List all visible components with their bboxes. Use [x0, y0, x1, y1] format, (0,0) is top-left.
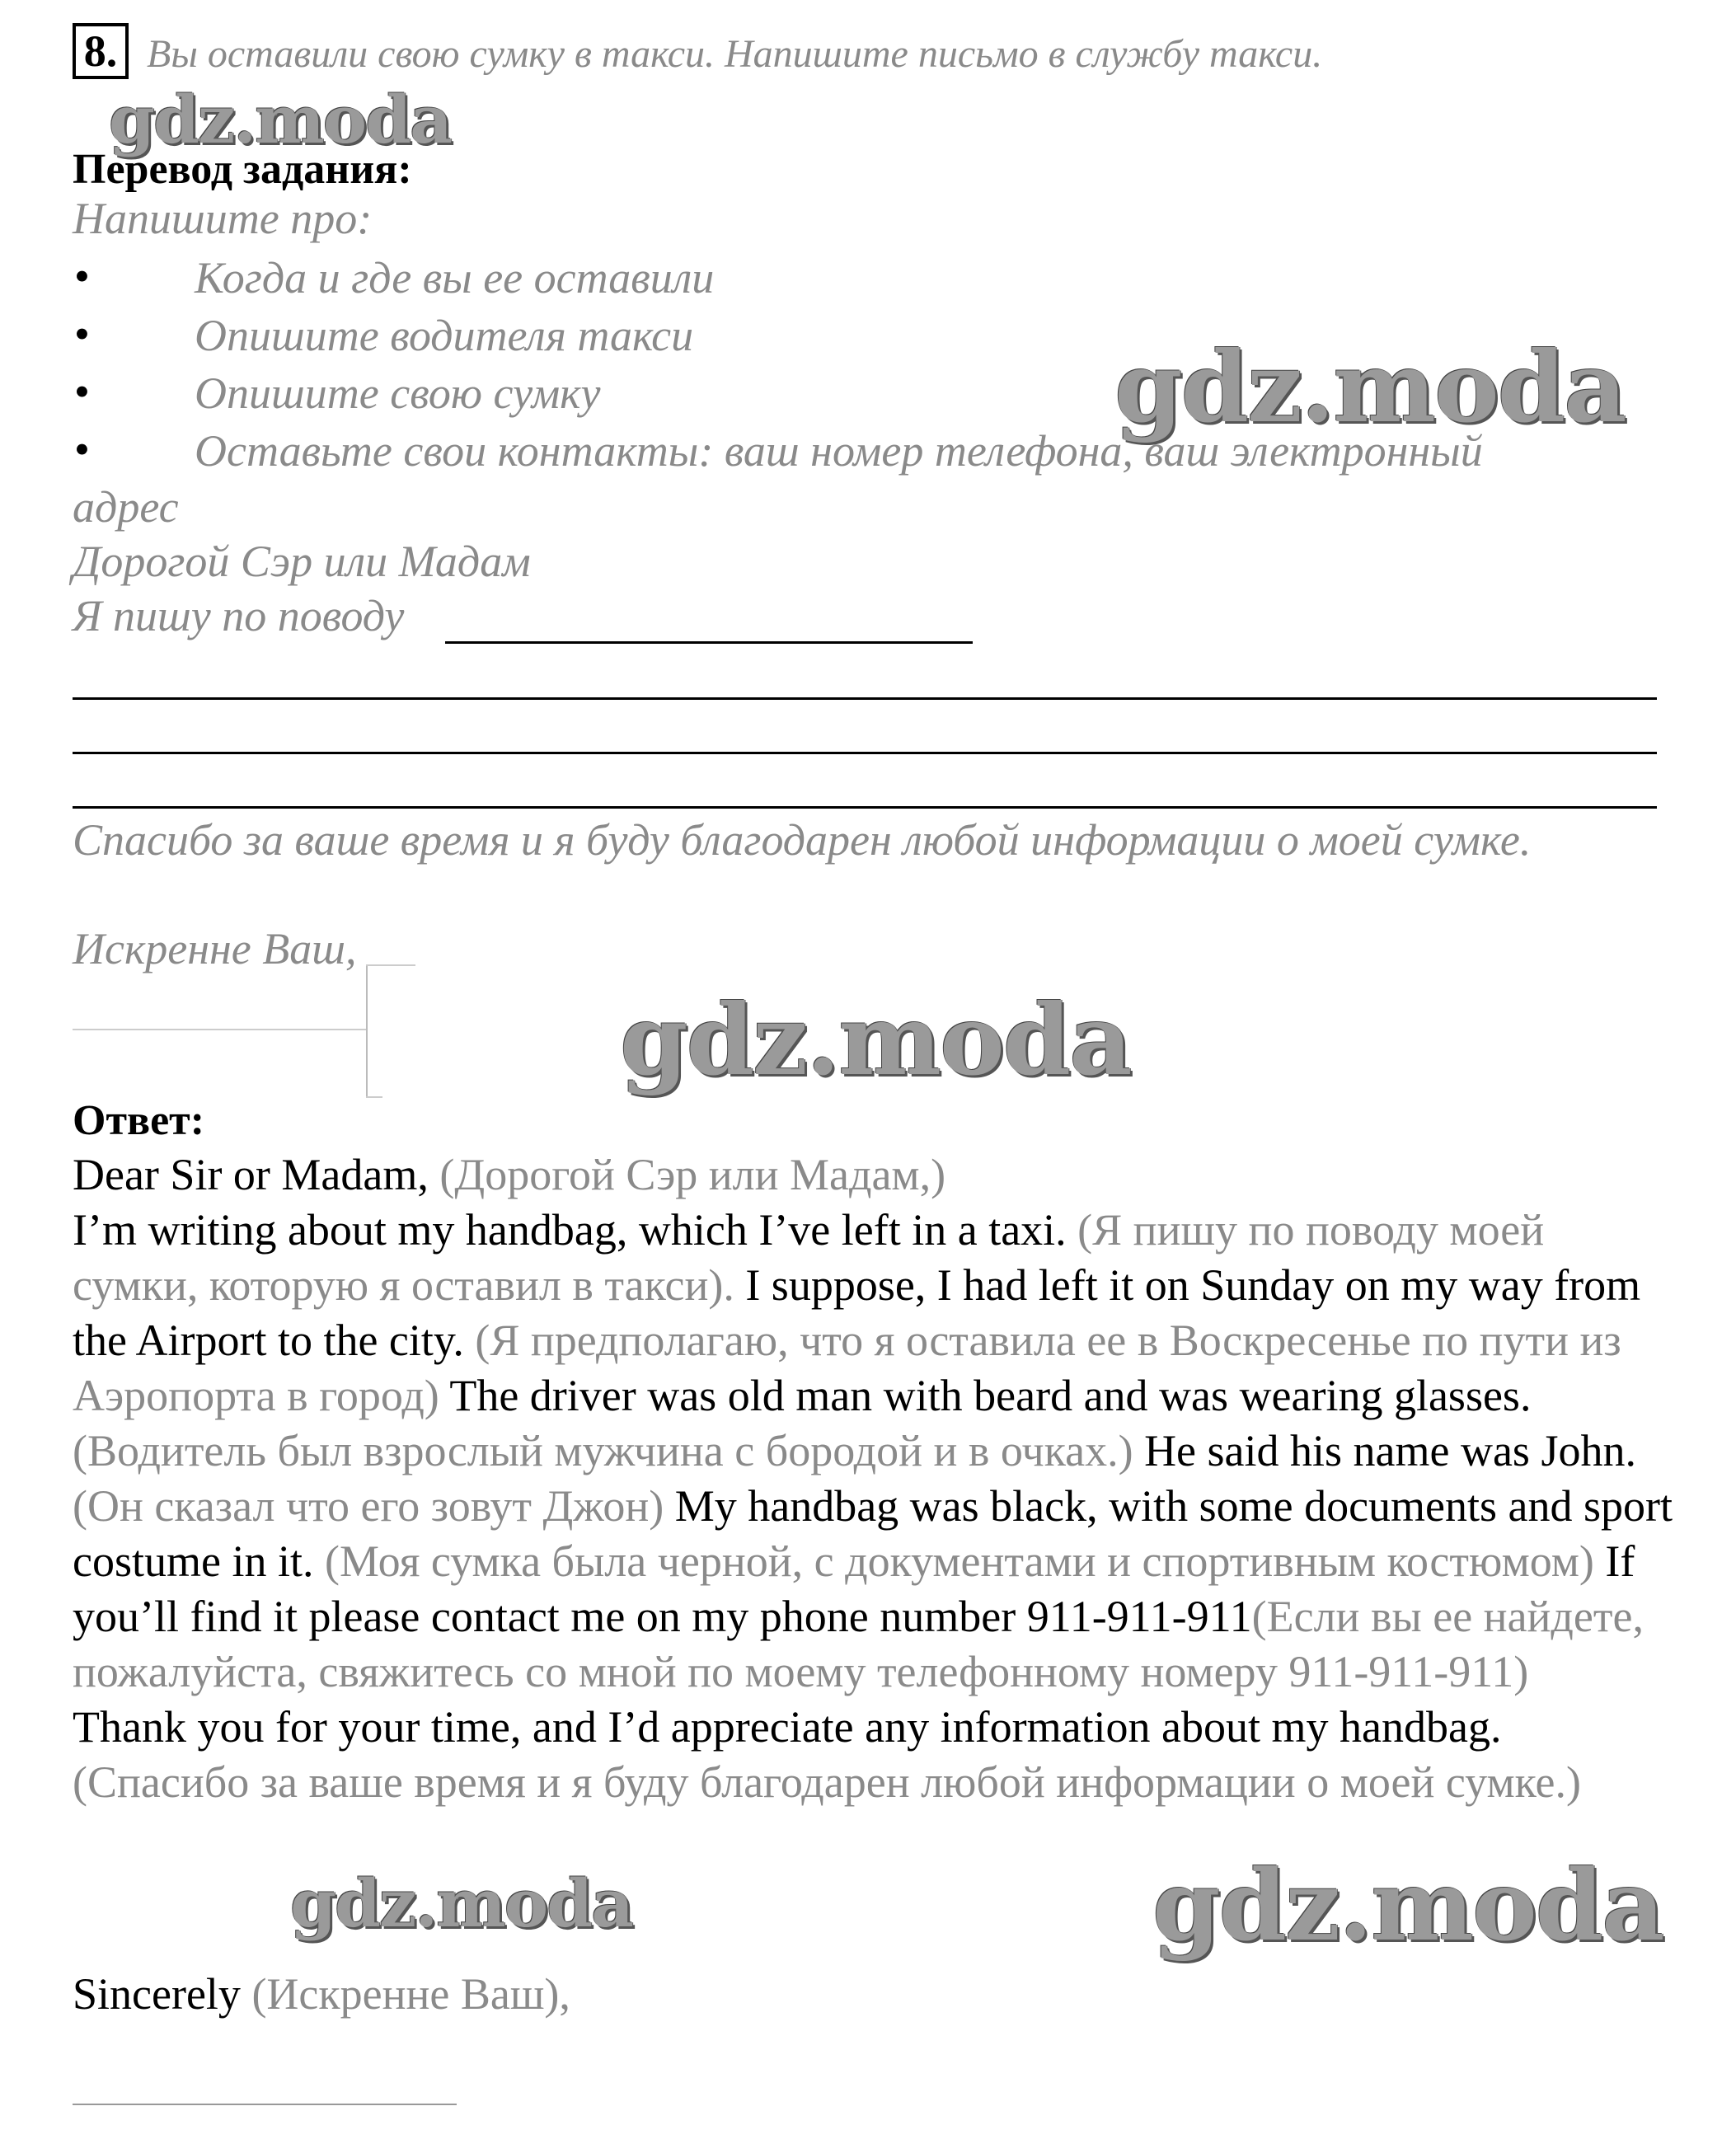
closing-ru: (Искренне Ваш), [251, 1969, 570, 2019]
fill-line [73, 697, 1657, 700]
answer-greeting [73, 1147, 1676, 1203]
task-title: Вы оставили свою сумку в такси. Напишите письмо в службу такси. [147, 32, 1323, 76]
answer-thanks [73, 1700, 1676, 1810]
watermark-logo: gdz.moda [109, 81, 451, 158]
segment-ru: (Я предполагаю, что я оставила ее в Воскресенье по пути из Аэропорта в город) [73, 1316, 1621, 1420]
segment-en: I’m writing about my handbag, which I’ve left in a taxi. [73, 1205, 1067, 1255]
segment-ru: (Моя сумка была черной, с документами и спортивным костюмом) [324, 1536, 1594, 1586]
segment-ru: (Если вы ее найдете, пожалуйста, свяжитесь со мной по моему телефонному номеру 911-911-911) [73, 1592, 1644, 1696]
write-about-label: Напишите про: [73, 194, 373, 243]
segment-en: He said his name was John. [1144, 1426, 1636, 1475]
segment-en: The driver was old man with beard and was wearing glasses. [449, 1371, 1532, 1420]
crop-mark [366, 964, 368, 1096]
thanks-en: Thank you for your time, and I’d appreciate any information about my handbag. [73, 1702, 1502, 1752]
segment-en: I suppose, I had left it on Sunday on my way from the Airport to the city. [73, 1260, 1641, 1365]
signature-line [73, 2104, 457, 2105]
segment-ru: (Он сказал что его зовут Джон) [73, 1481, 664, 1531]
bullet-item: Оставьте свои контакты: ваш номер телефона, ваш электронный [195, 426, 1483, 476]
translation-greeting: Дорогой Сэр или Мадам [73, 537, 531, 586]
answer-paragraph [73, 1203, 1676, 1700]
bullet-item: Опишите водителя такси [195, 311, 694, 360]
closing-en: Sincerely [73, 1969, 241, 2019]
bullet-item: Когда и где вы ее оставили [195, 253, 715, 303]
bullet-dot: • [74, 251, 90, 301]
writing-about-label: Я пишу по поводу [73, 591, 405, 640]
bullet-dot: • [74, 367, 90, 416]
fill-line [73, 752, 1657, 754]
greeting-ru: (Дорогой Сэр или Мадам,) [439, 1150, 946, 1199]
thanks-ru: (Спасибо за ваше время и я буду благодарен любой информации о моей сумке.) [73, 1757, 1581, 1807]
crop-mark [366, 1096, 382, 1098]
bullet-dot: • [74, 309, 90, 359]
answer-heading: Ответ: [73, 1097, 205, 1144]
watermark-logo: gdz.moda [1152, 1848, 1663, 1963]
signature-line [73, 1029, 366, 1030]
task-number: 8. [73, 23, 129, 79]
segment-en: If you’ll find it please contact me on my phone number 911-911-911 [73, 1536, 1635, 1641]
translation-thanks: Спасибо за ваше время и я буду благодарен любой информации о моей сумке. [73, 815, 1532, 865]
answer-closing [73, 1967, 570, 2022]
crop-mark [366, 964, 415, 966]
fill-line [73, 806, 1657, 809]
bullet-dot: • [74, 425, 90, 474]
bullet-continuation: адрес [73, 482, 179, 532]
bullet-item: Опишите свою сумку [195, 368, 601, 418]
answer-body [73, 1147, 1676, 1810]
watermark-logo: gdz.moda [1114, 330, 1626, 444]
translation-heading: Перевод задания: [73, 146, 412, 193]
fill-line [445, 641, 973, 644]
watermark-logo: gdz.moda [290, 1865, 632, 1942]
segment-en: My handbag was black, with some documents and sport costume in it. [73, 1481, 1673, 1586]
segment-ru: (Я пишу по поводу моей сумки, которую я оставил в такси). [73, 1205, 1545, 1310]
watermark-logo: gdz.moda [620, 983, 1131, 1097]
translation-closing: Искренне Ваш, [73, 924, 357, 973]
greeting-en: Dear Sir or Madam, [73, 1150, 429, 1199]
segment-ru: (Водитель был взрослый мужчина с бородой и в очках.) [73, 1426, 1133, 1475]
